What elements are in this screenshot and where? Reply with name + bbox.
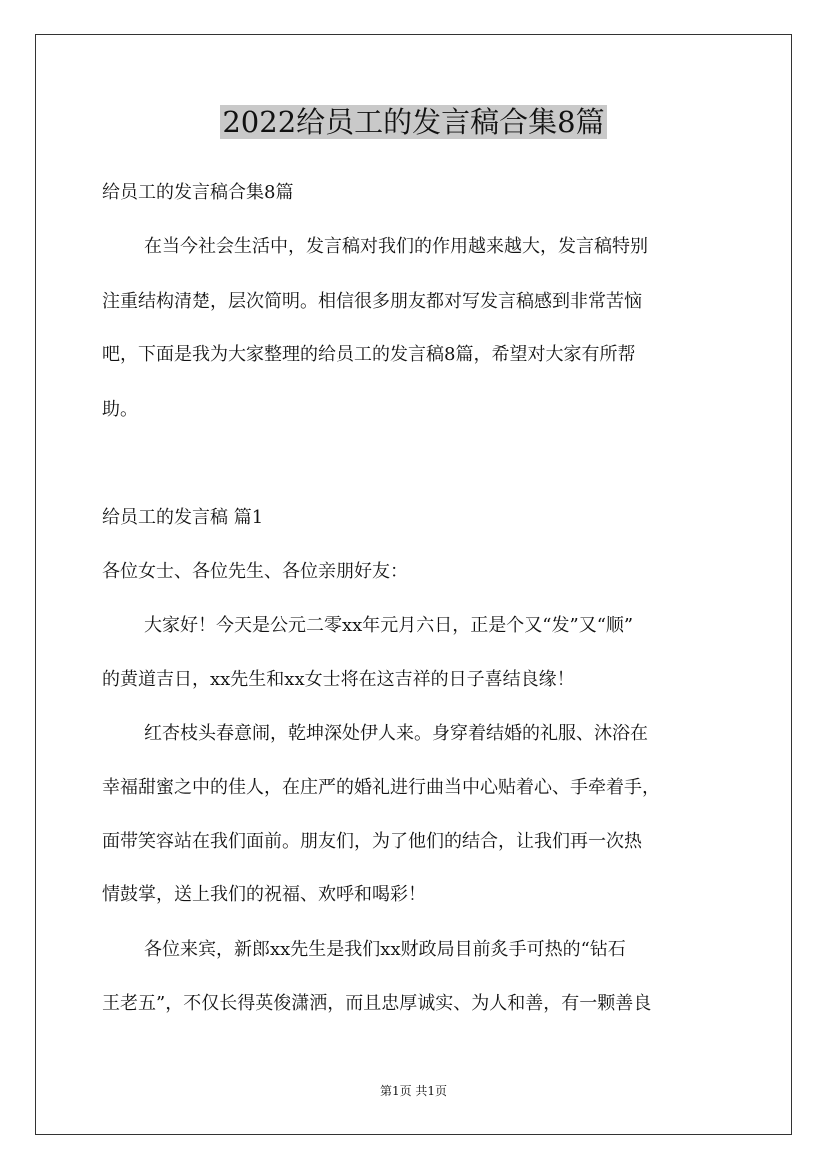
salutation: 各位女士、各位先生、各位亲朋好友： — [102, 561, 408, 582]
intro-line-1: 在当今社会生活中，发言稿对我们的作用越来越大，发言稿特别 — [144, 236, 648, 257]
body-line-7: 各位来宾，新郎xx先生是我们xx财政局目前炙手可热的“钻石 — [144, 939, 626, 960]
section-heading: 给员工的发言稿 篇1 — [102, 507, 264, 528]
document-title — [0, 103, 827, 141]
intro-line-2: 注重结构清楚，层次简明。相信很多朋友都对写发言稿感到非常苦恼 — [102, 291, 642, 312]
body-line-2: 的黄道吉日，xx先生和xx女士将在这吉祥的日子喜结良缘！ — [102, 669, 575, 690]
document-title-text: 2022给员工的发言稿合集8篇 — [222, 105, 605, 139]
intro-line-3: 吧，下面是我为大家整理的给员工的发言稿8篇，希望对大家有所帮 — [102, 344, 636, 365]
body-line-1: 大家好！今天是公元二零xx年元月六日，正是个又“发”又“顺” — [144, 615, 634, 636]
body-line-8: 王老五”，不仅长得英俊潇洒，而且忠厚诚实、为人和善，有一颗善良 — [102, 993, 652, 1014]
body-line-6: 情鼓掌，送上我们的祝福、欢呼和喝彩！ — [102, 884, 426, 905]
body-line-5: 面带笑容站在我们面前。朋友们，为了他们的结合，让我们再一次热 — [102, 831, 642, 852]
subtitle: 给员工的发言稿合集8篇 — [102, 182, 294, 203]
intro-line-4: 助。 — [102, 399, 138, 420]
page-number-footer: 第1页 共1页 — [379, 1084, 448, 1098]
body-line-4: 幸福甜蜜之中的佳人，在庄严的婚礼进行曲当中心贴着心、手牵着手， — [102, 777, 660, 798]
body-line-3: 红杏枝头春意闹，乾坤深处伊人来。身穿着结婚的礼服、沐浴在 — [144, 723, 648, 744]
